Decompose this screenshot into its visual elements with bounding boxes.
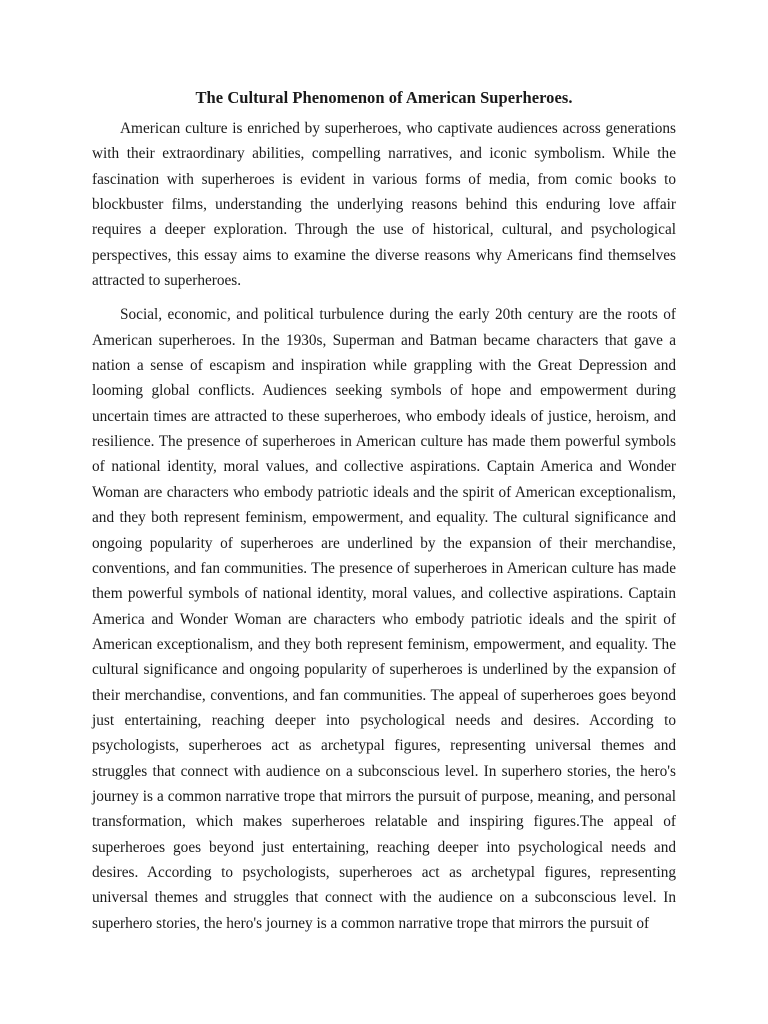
document-title: The Cultural Phenomenon of American Superheroes. (195, 88, 573, 107)
document-page (92, 86, 676, 936)
paragraph-history: Social, economic, and political turbulence during the early 20th century are the roots of American superheroes. In the 1930s, Superman and Batman became characters that gave a nation a sense of escapism and inspiration while grappling with the Great Depression and looming global conflicts. Audiences seeking symbols of hope and empowerment during uncertain times are attracted to these superheroes, who embody ideals of justice, heroism, and resilience. The presence of superheroes in American culture has made them powerful symbols of national identity, moral values, and collective aspirations. Captain America and Wonder Woman are characters who embody patriotic ideals and the spirit of American exceptionalism, and they both represent feminism, empowerment, and equality. The cultural significance and ongoing popularity of superheroes are underlined by the expansion of their merchandise, conventions, and fan communities. The presence of superheroes in American culture has made them powerful symbols of national identity, moral values, and collective aspirations. Captain America and Wonder Woman are characters who embody patriotic ideals and the spirit of American exceptionalism, and they both represent feminism, empowerment, and equality. The cultural significance and ongoing popularity of superheroes is underlined by the expansion of their merchandise, conventions, and fan communities. The appeal of superheroes goes beyond just entertaining, reaching deeper into psychological needs and desires. According to psychologists, superheroes act as archetypal figures, representing universal themes and struggles that connect with audience on a subconscious level. In superhero stories, the hero's journey is a common narrative trope that mirrors the pursuit of purpose, meaning, and personal transformation, which makes superheroes relatable and inspiring figures.The appeal of superheroes goes beyond just entertaining, reaching deeper into psychological needs and desires. According to psychologists, superheroes act as archetypal figures, representing universal themes and struggles that connect with the audience on a subconscious level. In superhero stories, the hero's journey is a common narrative trope that mirrors the pursuit of (92, 306, 676, 932)
paragraph-introduction: American culture is enriched by superheroes, who captivate audiences across generations with their extraordinary abilities, compelling narratives, and iconic symbolism. While the fascination with superheroes is evident in various forms of media, from comic books to blockbuster films, understanding the underlying reasons behind this enduring love affair requires a deeper exploration. Through the use of historical, cultural, and psychological perspectives, this essay aims to examine the diverse reasons why Americans find themselves attracted to superheroes. (92, 120, 676, 290)
